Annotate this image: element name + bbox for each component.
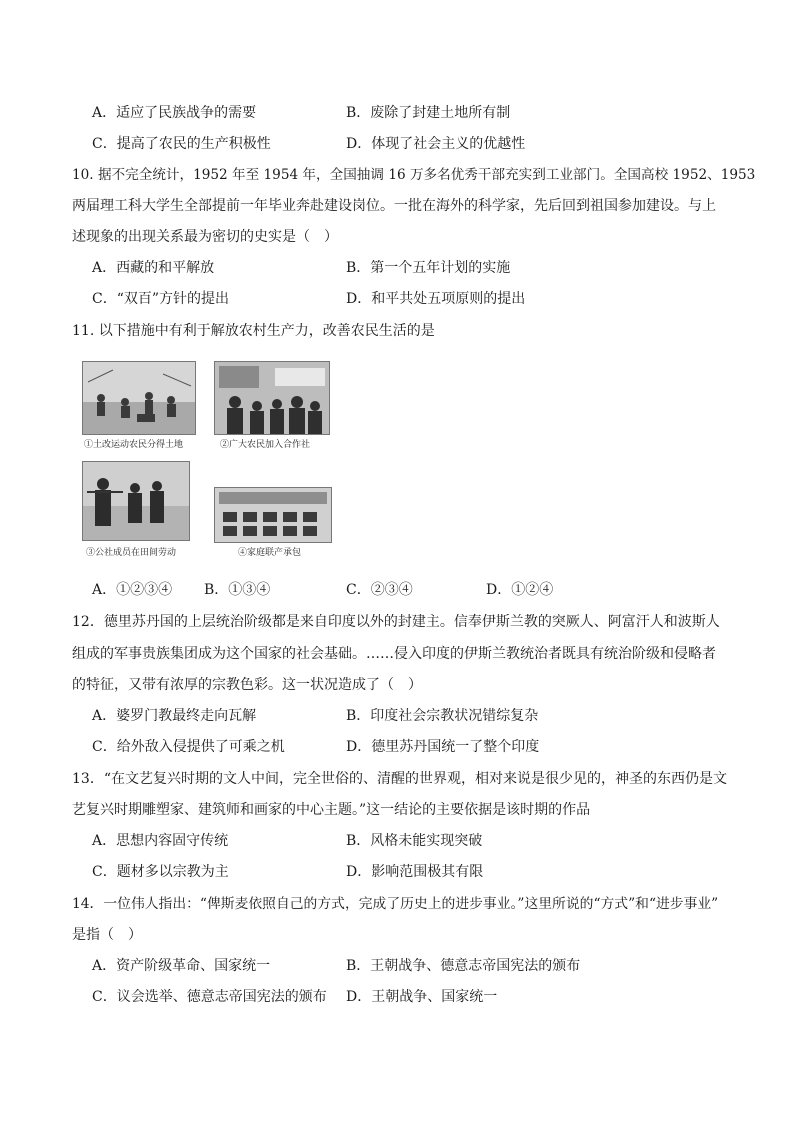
q13-stem-line-1: 13．“在文艺复兴时期的文人中间，完全世俗的、清醒的世界观，相对来说是很少见的，神圣的东西仍是文 (72, 771, 727, 787)
q14-stem-line-2: 是指（ ） (72, 927, 142, 943)
q11-option-a: A．①②③④ (92, 582, 173, 598)
caption-land-reform: ①土改运动农民分得土地 (84, 440, 184, 450)
q14-stem-line-1: 14．一位伟人指出：“俾斯麦依照自己的方式，完成了历史上的进步事业。”这里所说的“方式”和“进步事业” (72, 896, 719, 912)
q12-stem-line-3: 的特征，又带有浓厚的宗教色彩。这一状况造成了（ ） (72, 677, 422, 693)
q11-stem: 11. 以下措施中有利于解放农村生产力，改善农民生活的是 (72, 323, 435, 339)
q14-option-b: B．王朝战争、德意志帝国宪法的颁布 (346, 958, 581, 974)
q13-option-c: C．题材多以宗教为主 (92, 864, 229, 880)
q12-option-b: B．印度社会宗教状况错综复杂 (346, 708, 539, 724)
q14-option-a: A．资产阶级革命、国家统一 (92, 958, 271, 974)
q13-option-d: D．影响范围极其有限 (346, 864, 484, 880)
q12-stem-line-1: 12．德里苏丹国的上层统治阶级都是来自印度以外的封建主。信奉伊斯兰教的突厥人、阿富汗人和波斯人 (72, 614, 720, 630)
q9-option-c: C．提高了农民的生产积极性 (92, 136, 271, 152)
q10-option-c: C．“双百”方针的提出 (92, 291, 230, 307)
q10-option-d: D．和平共处五项原则的提出 (346, 291, 526, 307)
q12-option-d: D．德里苏丹国统一了整个印度 (346, 739, 540, 755)
q10-stem-line-1: 10. 据不完全统计，1952 年至 1954 年，全国抽调 16 万多名优秀干部充实到工业部门。全国高校 1952、1953 (72, 167, 756, 183)
caption-cooperative: ②广大农民加入合作社 (220, 440, 311, 450)
q10-stem-line-3: 述现象的出现关系最为密切的史实是（ ） (72, 229, 338, 245)
q9-option-d: D．体现了社会主义的优越性 (346, 136, 526, 152)
q11-option-d: D．①②④ (486, 582, 554, 598)
caption-commune-labor: ③公社成员在田间劳动 (86, 548, 177, 558)
photo-commune-labor (82, 461, 190, 541)
q14-option-d: D．王朝战争、国家统一 (346, 989, 498, 1005)
q9-option-a: A．适应了民族战争的需要 (92, 105, 257, 121)
q11-option-c: C．②③④ (346, 582, 413, 598)
q10-stem-line-2: 两届理工科大学生全部提前一年毕业奔赴建设岗位。一批在海外的科学家，先后回到祖国参加建设。与上 (72, 198, 716, 214)
q12-option-a: A．婆罗门教最终走向瓦解 (92, 708, 257, 724)
q10-option-a: A．西藏的和平解放 (92, 260, 215, 276)
photo-land-reform (82, 361, 196, 435)
q10-option-b: B．第一个五年计划的实施 (346, 260, 511, 276)
caption-household-contract: ④家庭联产承包 (238, 548, 302, 558)
q14-option-c: C．议会选举、德意志帝国宪法的颁布 (92, 989, 327, 1005)
q12-stem-line-2: 组成的军事贵族集团成为这个国家的社会基础。……侵入印度的伊斯兰教统治者既具有统治阶级和侵略者 (72, 646, 716, 662)
q11-option-b: B．①③④ (204, 582, 271, 598)
q12-option-c: C．给外敌入侵提供了可乘之机 (92, 739, 285, 755)
photo-household-contract (214, 487, 332, 543)
photo-cooperative (214, 361, 330, 435)
q13-stem-line-2: 艺复兴时期雕塑家、建筑师和画家的中心主题。”这一结论的主要依据是该时期的作品 (72, 802, 591, 818)
q9-option-b: B．废除了封建土地所有制 (346, 105, 511, 121)
q13-option-a: A．思想内容固守传统 (92, 833, 229, 849)
q13-option-b: B．风格未能实现突破 (346, 833, 483, 849)
